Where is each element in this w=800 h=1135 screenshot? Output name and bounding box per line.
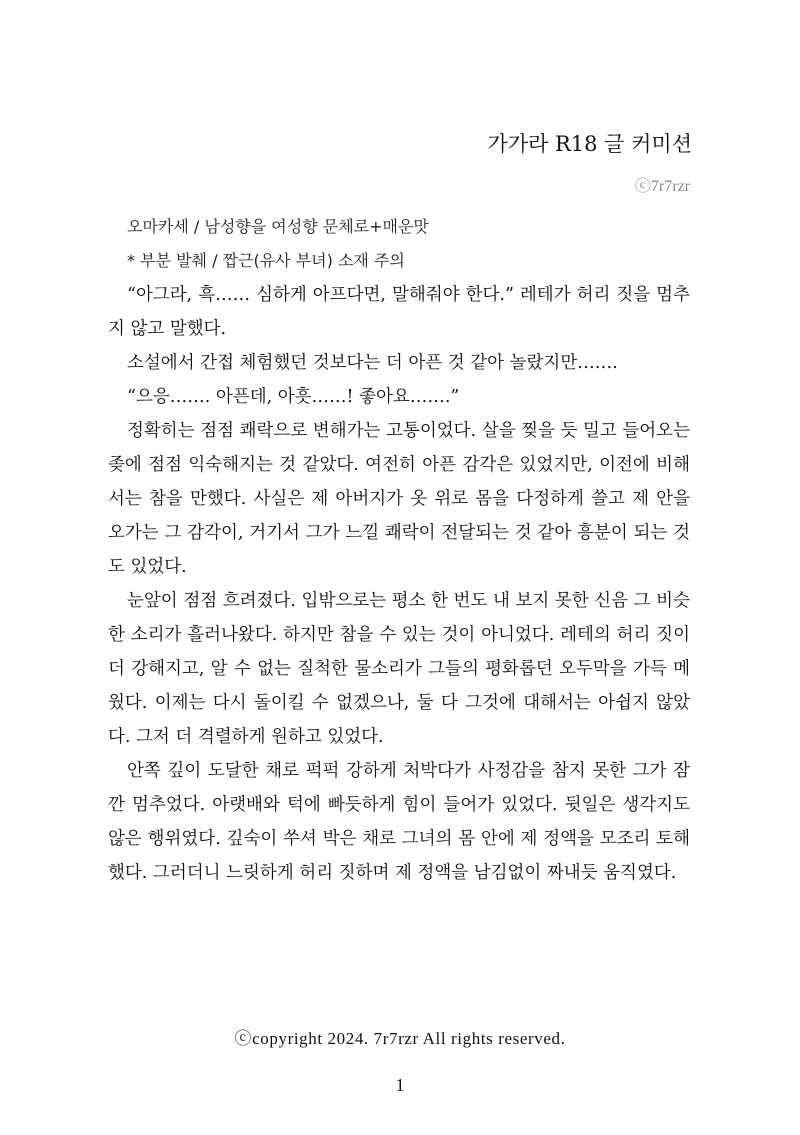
paragraph: 안쪽 깊이 도달한 채로 퍽퍽 강하게 처박다가 사정감을 참지 못한 그가 잠깐 멈추었다. 아랫배와 턱에 빠듯하게 힘이 들어가 있었다. 뒷일은 생각지도 않은 행위였다. 깊숙이 쑤셔 박은 채로 그녀의 몸 안에 제 정액을 모조리 토해했다. 그러더니 느릿하게 허리 짓하며 제 정액을 남김없이 짜내듯 움직였다. <box>108 761 690 883</box>
paragraph: “으응……. 아픈데, 아흣……! 좋아요…….” <box>127 387 460 407</box>
content-warning: * 부분 발췌 / 짭근(유사 부녀) 소재 주의 <box>127 251 405 270</box>
page-number: 1 <box>395 1075 405 1095</box>
author-credit: ⓒ7r7rzr <box>634 178 690 195</box>
copyright-notice: ⓒcopyright 2024. 7r7rzr All rights reserved. <box>234 1029 566 1048</box>
paragraph: 눈앞이 점점 흐려졌다. 입밖으로는 평소 한 번도 내 보지 못한 신음 그 비슷한 소리가 흘러나왔다. 하지만 참을 수 있는 것이 아니었다. 레테의 허리 짓이 더 강해지고, 알 수 없는 질척한 물소리가 그들의 평화롭던 오두막을 가득 메웠다. 이제는 다시 돌이킬 수 없겠으나, 둘 다 그것에 대해서는 아쉽지 않았다. 그저 더 격렬하게 원하고 있었다. <box>108 591 690 747</box>
story-body <box>108 278 690 890</box>
paragraph: 소설에서 간접 체험했던 것보다는 더 아픈 것 같아 놀랐지만……. <box>127 353 618 373</box>
paragraph: “아그라, 흑…… 심하게 아프다면, 말해줘야 한다.” 레테가 허리 짓을 멈추지 않고 말했다. <box>108 285 690 339</box>
genre-note: 오마카세 / 남성향을 여성향 문체로+매운맛 <box>127 217 429 236</box>
paragraph: 정확히는 점점 쾌락으로 변해가는 고통이었다. 살을 찢을 듯 밀고 들어오는 좆에 점점 익숙해지는 것 같았다. 여전히 아픈 감각은 있었지만, 이전에 비해서는 참을 만했다. 사실은 제 아버지가 옷 위로 몸을 다정하게 쓸고 제 안을 오가는 그 감각이, 거기서 그가 느낄 쾌락이 전달되는 것 같아 흥분이 되는 것도 있었다. <box>108 421 690 577</box>
document-title: 가가라 R18 글 커미션 <box>487 132 692 156</box>
